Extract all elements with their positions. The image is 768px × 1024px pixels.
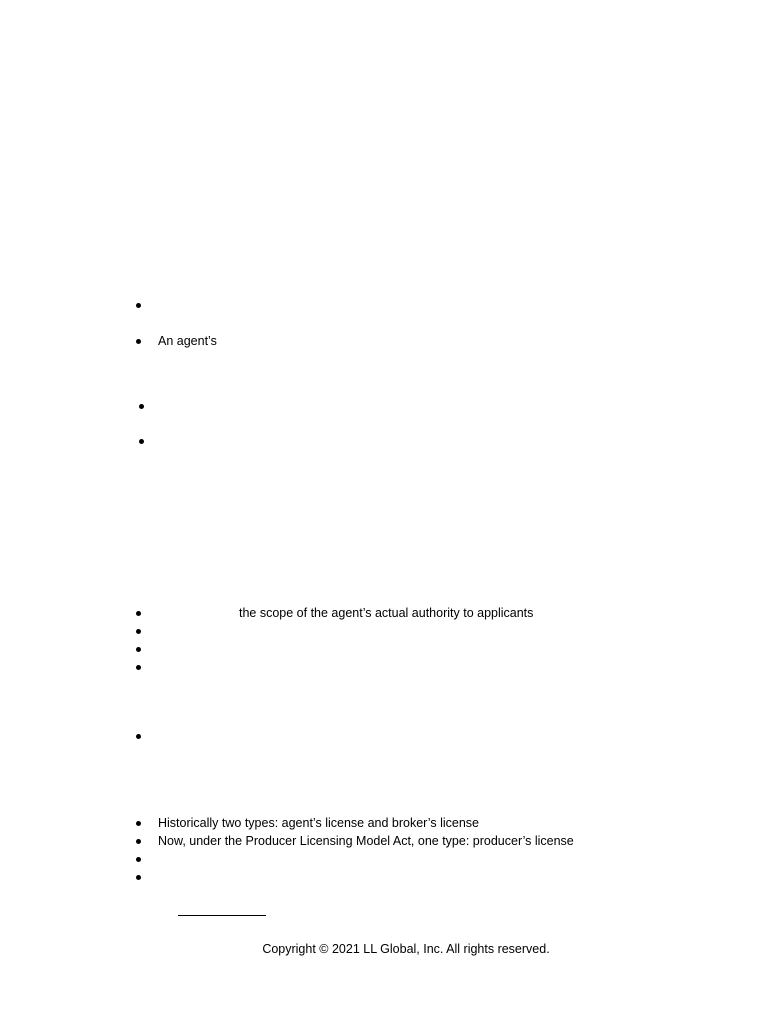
bullet-marker bbox=[136, 875, 141, 880]
bullet-marker bbox=[136, 303, 141, 308]
bullet-marker bbox=[136, 647, 141, 652]
licensing-item-text: Now, under the Producer Licensing Model Act, one type: producer’s license bbox=[158, 834, 574, 848]
bullet-marker bbox=[136, 734, 141, 739]
footnote-separator bbox=[178, 915, 266, 916]
bullet-marker bbox=[136, 629, 141, 634]
bullet-marker bbox=[136, 611, 141, 616]
copyright-footer: Copyright © 2021 LL Global, Inc. All rights reserved. bbox=[262, 942, 550, 956]
bullet-marker bbox=[136, 339, 141, 344]
bullet-marker bbox=[136, 857, 141, 862]
bullet-marker bbox=[136, 821, 141, 826]
bullet-marker bbox=[139, 404, 144, 409]
bullet-marker bbox=[139, 439, 144, 444]
licensing-item-text: Historically two types: agent’s license and broker’s license bbox=[158, 816, 479, 830]
authority-item-text: the scope of the agent’s actual authority to applicants bbox=[239, 606, 534, 620]
bullet-marker bbox=[136, 839, 141, 844]
bullet-marker bbox=[136, 665, 141, 670]
agent-item-text: An agent’s bbox=[158, 334, 217, 348]
